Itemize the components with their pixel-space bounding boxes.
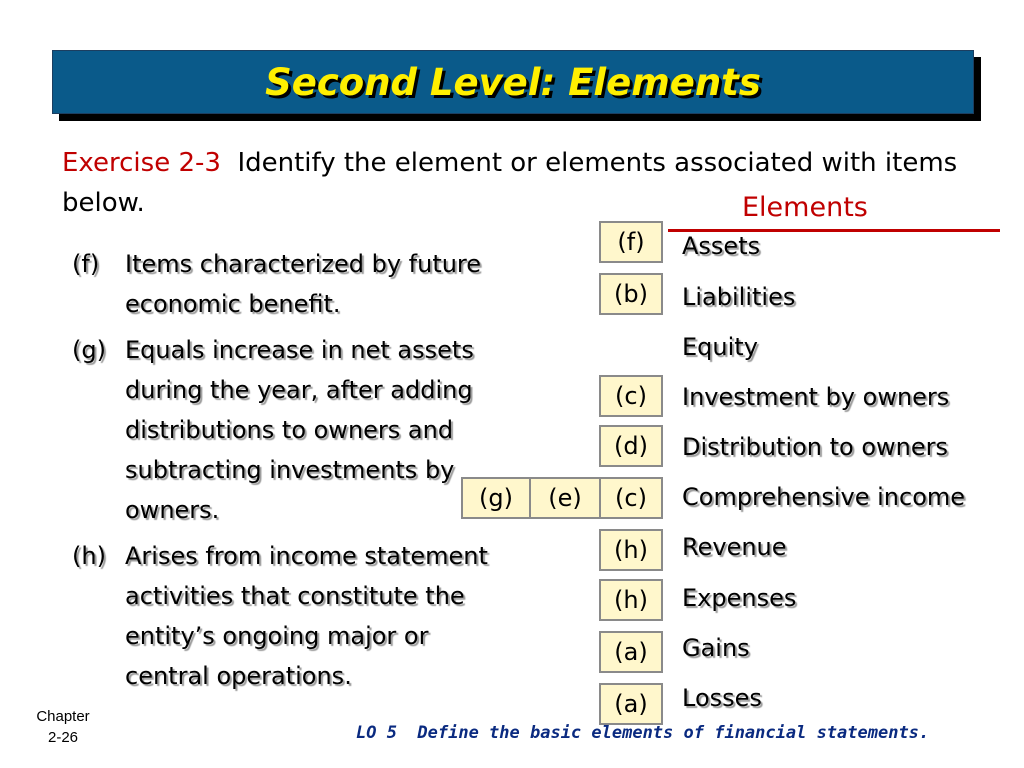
answer-box-revenue: (h) — [599, 529, 663, 571]
exercise-instruction: Identify the element or elements associated with items below. — [62, 148, 958, 218]
chapter-footer — [26, 706, 100, 748]
element-revenue: Revenue — [682, 533, 787, 561]
element-liabilities: Liabilities — [682, 283, 796, 311]
answer-box-investment: (c) — [599, 375, 663, 417]
element-distribution-to-owners: Distribution to owners — [682, 433, 949, 461]
element-losses: Losses — [682, 684, 762, 712]
item-list — [72, 244, 512, 696]
item-text: Equals increase in net assets during the year, after adding distributions to owners and subtracting investments by owners. — [125, 336, 474, 524]
answer-box-comprehensive-e: (e) — [529, 477, 601, 519]
answer-box-gains: (a) — [599, 631, 663, 673]
list-item — [72, 244, 512, 324]
element-gains: Gains — [682, 634, 750, 662]
item-text: Arises from income statement activities that constitute the entity’s ongoing major or central operations. — [125, 542, 488, 690]
list-item — [72, 330, 512, 530]
answer-box-liabilities: (b) — [599, 273, 663, 315]
title-bar — [52, 50, 974, 114]
element-equity: Equity — [682, 333, 758, 361]
element-expenses: Expenses — [682, 584, 797, 612]
item-letter: (g) — [72, 336, 106, 364]
answer-box-comprehensive-c: (c) — [599, 477, 663, 519]
element-assets: Assets — [682, 232, 761, 260]
answer-box-losses: (a) — [599, 683, 663, 725]
list-item — [72, 536, 512, 696]
slide-title: Second Level: Elements — [265, 60, 761, 104]
elements-heading: Elements — [742, 192, 868, 223]
chapter-label: Chapter — [36, 708, 90, 725]
answer-box-distribution: (d) — [599, 425, 663, 467]
element-comprehensive-income: Comprehensive income — [682, 483, 966, 511]
answer-box-assets: (f) — [599, 221, 663, 263]
page-number: 2-26 — [47, 729, 79, 746]
learning-objective: LO 5 Define the basic elements of financial statements. — [356, 723, 930, 743]
item-text: Items characterized by future economic benefit. — [125, 250, 482, 318]
exercise-label: Exercise 2-3 — [62, 148, 221, 178]
answer-box-expenses: (h) — [599, 579, 663, 621]
item-letter: (f) — [72, 250, 100, 278]
item-letter: (h) — [72, 542, 106, 570]
element-investment-by-owners: Investment by owners — [682, 383, 950, 411]
answer-box-comprehensive-g: (g) — [461, 477, 531, 519]
